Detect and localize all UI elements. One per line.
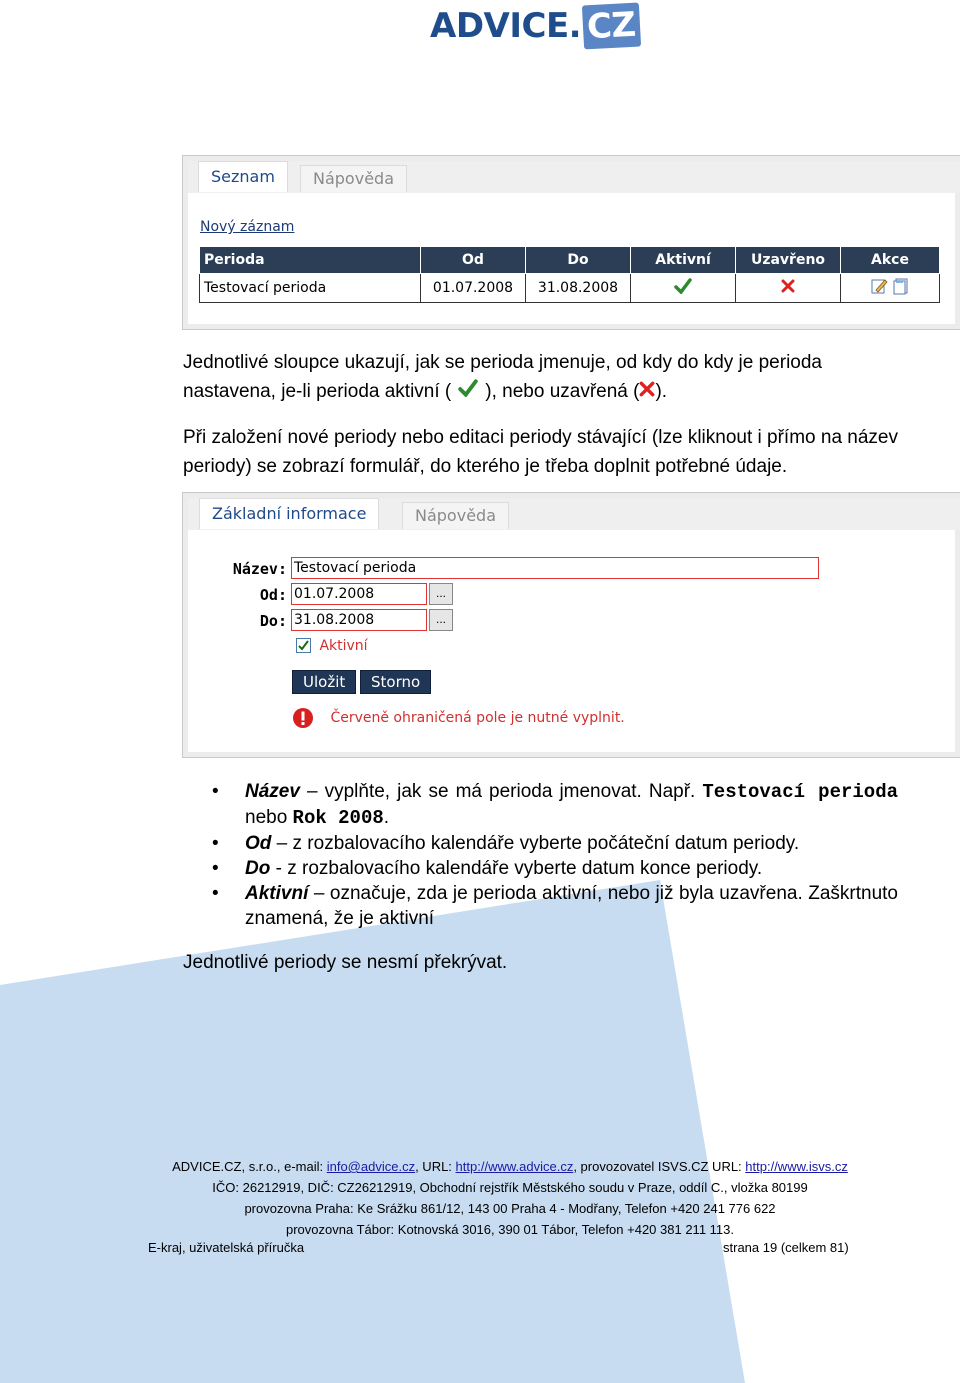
list-screenshot <box>182 155 960 330</box>
calendar-button-od[interactable]: ... <box>429 583 453 605</box>
tab-bar <box>188 161 960 193</box>
cell-akce <box>841 274 940 303</box>
input-nazev[interactable]: Testovací perioda <box>291 557 819 579</box>
x-icon <box>639 381 655 397</box>
col-od[interactable]: Od <box>421 247 526 274</box>
check-icon <box>674 278 692 294</box>
input-do[interactable]: 31.08.2008 <box>291 609 427 631</box>
footer-line-4: provozovna Tábor: Kotnovská 3016, 390 01 Tábor, Telefon +420 381 211 113. <box>286 1222 734 1237</box>
col-aktivni[interactable]: Aktivní <box>631 247 736 274</box>
label-od: Od: <box>259 586 287 604</box>
label-do: Do: <box>259 612 287 630</box>
footer-line-3: provozovna Praha: Ke Srážku 861/12, 143 00 Praha 4 - Modřany, Telefon +420 241 776 622 <box>244 1201 776 1216</box>
footer-document-name: E-kraj, uživatelská příručka <box>148 1240 305 1255</box>
copy-icon[interactable] <box>892 277 910 295</box>
list-item: • Od – z rozbalovacího kalendáře vyberte počáteční datum periody. <box>212 833 800 854</box>
isvs-url-link[interactable]: http://www.isvs.cz <box>745 1159 848 1174</box>
checkbox-label: Aktivní <box>319 637 368 654</box>
periods-table <box>199 246 940 303</box>
paragraph-columns: Jednotlivé sloupce ukazují, jak se perioda jmenuje, od kdy do kdy je perioda nastavena, je-li perioda aktivní ( ), nebo uzavřená ( ). <box>183 352 822 402</box>
cell-uzavreno <box>736 274 841 303</box>
list-item: • Aktivní – označuje, zda je perioda aktivní, nebo již byla uzavřena. Zaškrtnuto znamená, že je aktivní <box>212 883 898 929</box>
new-record-link[interactable]: Nový záznam <box>200 219 295 235</box>
cell-perioda[interactable]: Testovací perioda <box>200 274 421 303</box>
cell-do: 31.08.2008 <box>526 274 631 303</box>
col-perioda[interactable]: Perioda <box>200 247 421 274</box>
footer-line-1: ADVICE.CZ, s.r.o., e-mail: info@advice.cz, URL: http://www.advice.cz, provozovatel ISVS.CZ URL: http://www.isvs.cz <box>172 1159 848 1174</box>
save-button[interactable]: Uložit <box>292 670 356 694</box>
x-icon <box>781 279 795 293</box>
tab-napoveda[interactable]: Nápověda <box>402 502 509 529</box>
checkbox-checked-icon[interactable] <box>296 638 311 653</box>
input-od[interactable]: 01.07.2008 <box>291 583 427 605</box>
footer <box>120 1156 900 1240</box>
aktivni-checkbox-row <box>296 637 368 655</box>
edit-icon[interactable] <box>870 277 888 295</box>
validation-warning: Červeně ohraničená pole je nutné vyplnit. <box>292 707 625 729</box>
form-screenshot <box>182 492 960 758</box>
advice-url-link[interactable]: http://www.advice.cz <box>455 1159 574 1174</box>
warning-icon <box>292 707 314 729</box>
table-header-row <box>200 247 940 274</box>
advice-logo: ADVICE. CZ <box>430 4 640 56</box>
closing-sentence: Jednotlivé periody se nesmí překrývat. <box>183 952 508 973</box>
table-row <box>200 274 940 303</box>
cell-aktivni <box>631 274 736 303</box>
tab-napoveda[interactable]: Nápověda <box>300 165 407 192</box>
tab-seznam[interactable]: Seznam <box>198 161 288 192</box>
check-icon <box>458 379 478 397</box>
cancel-button[interactable]: Storno <box>360 670 431 694</box>
list-item: • Do - z rozbalovacího kalendáře vyberte datum konce periody. <box>212 858 763 879</box>
field-description-list <box>210 779 898 931</box>
col-akce: Akce <box>841 247 940 274</box>
paragraph-form-intro: Při založení nové periody nebo editaci periody stávající (lze kliknout i přímo na název periody) se zobrazí formulář, do kterého je třeba doplnit potřebné údaje. <box>183 427 898 477</box>
footer-page-number: strana 19 (celkem 81) <box>723 1240 849 1255</box>
email-link[interactable]: info@advice.cz <box>326 1159 416 1174</box>
list-item: • Název – vyplňte, jak se má perioda jmenovat. Např. Testovací perioda nebo Rok 2008. <box>212 781 898 829</box>
cell-od: 01.07.2008 <box>421 274 526 303</box>
label-nazev: Název: <box>232 560 287 578</box>
footer-line-2: IČO: 26212919, DIČ: CZ26212919, Obchodní rejstřík Městského soudu v Praze, oddíl C., vložka 80199 <box>212 1180 808 1195</box>
calendar-button-do[interactable]: ... <box>429 609 453 631</box>
tab-zakladni-informace[interactable]: Základní informace <box>199 498 379 529</box>
tab-bar <box>188 498 960 530</box>
col-uzavreno[interactable]: Uzavřeno <box>736 247 841 274</box>
col-do[interactable]: Do <box>526 247 631 274</box>
